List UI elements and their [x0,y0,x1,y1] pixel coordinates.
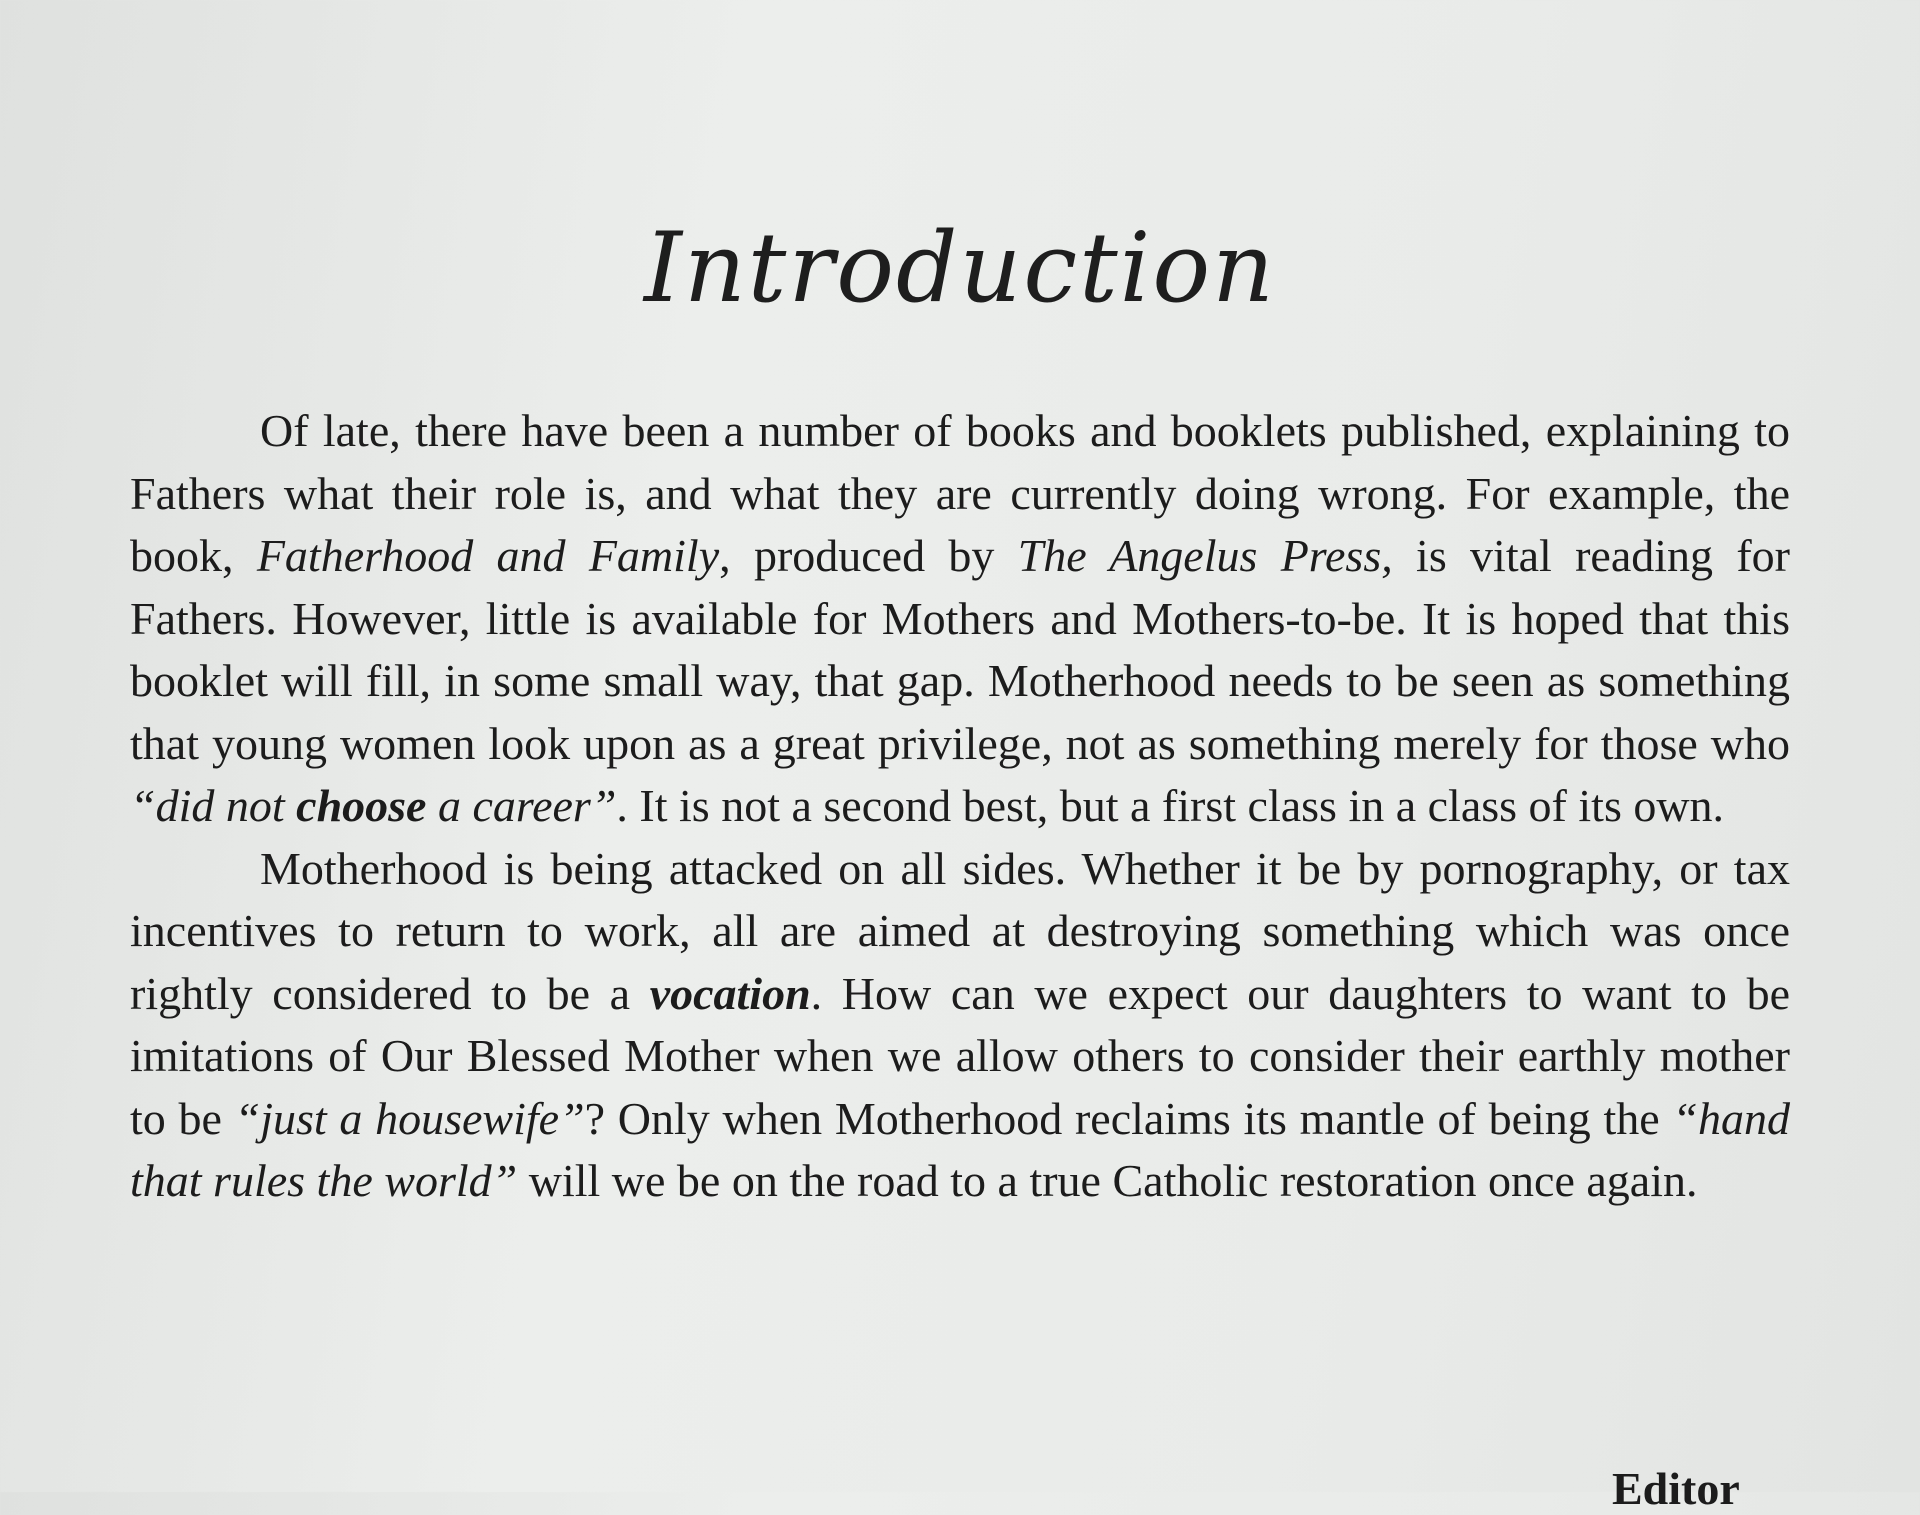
p2-text-3: ? Only when Motherhood reclaims its mantle of being the [584,1092,1673,1144]
quote-bold-choose: choose [296,780,427,831]
quote-hand-that-rules: “hand that rules the world” [130,1092,1790,1206]
p1-text-4: . It is not a second best, but a first class in a class of its own. [616,780,1725,831]
signature-editor: Editor [1612,1463,1740,1514]
paragraph-1 [130,400,1790,838]
quote-open: “did not [130,780,297,831]
p1-text-2: , produced by [719,530,1018,581]
emphasis-vocation: vocation [649,967,811,1019]
p2-text-4: will we be on the road to a true Catholic restoration once again. [517,1155,1698,1206]
page-title: Introduction [644,212,1276,324]
p2-text-1: Motherhood is being attacked on all sides. Whether it be by pornography, or tax incentives to return to work, all are aimed at destroying something which was once rightly considered to be a [130,842,1790,1019]
quote-close: a career” [426,780,617,831]
p1-text-1: Of late, there have been a number of books and booklets published, explaining to Fathers what their role is, and what they are currently doing wrong. For example, the book, [130,405,1790,581]
quote-did-not-choose [130,780,616,831]
publisher-name: The Angelus Press, [1017,530,1393,581]
p2-text-2: . How can we expect our daughters to want to be imitations of Our Blessed Mother when we allow others to consider their earthly mother to be [130,967,1790,1144]
p1-text-3: is vital reading for Fathers. However, little is available for Mothers and Mothers-to-be. It is hoped that this booklet will fill, in some small way, that gap. Motherhood needs to be seen as something that young women look upon as a great privilege, not as something merely for those who [130,530,1790,769]
paragraph-2 [130,838,1790,1213]
book-title-fatherhood-and-family: Fatherhood and Family [256,530,720,581]
quote-just-a-housewife: “just a housewife” [234,1092,585,1144]
body-text [130,400,1790,1213]
